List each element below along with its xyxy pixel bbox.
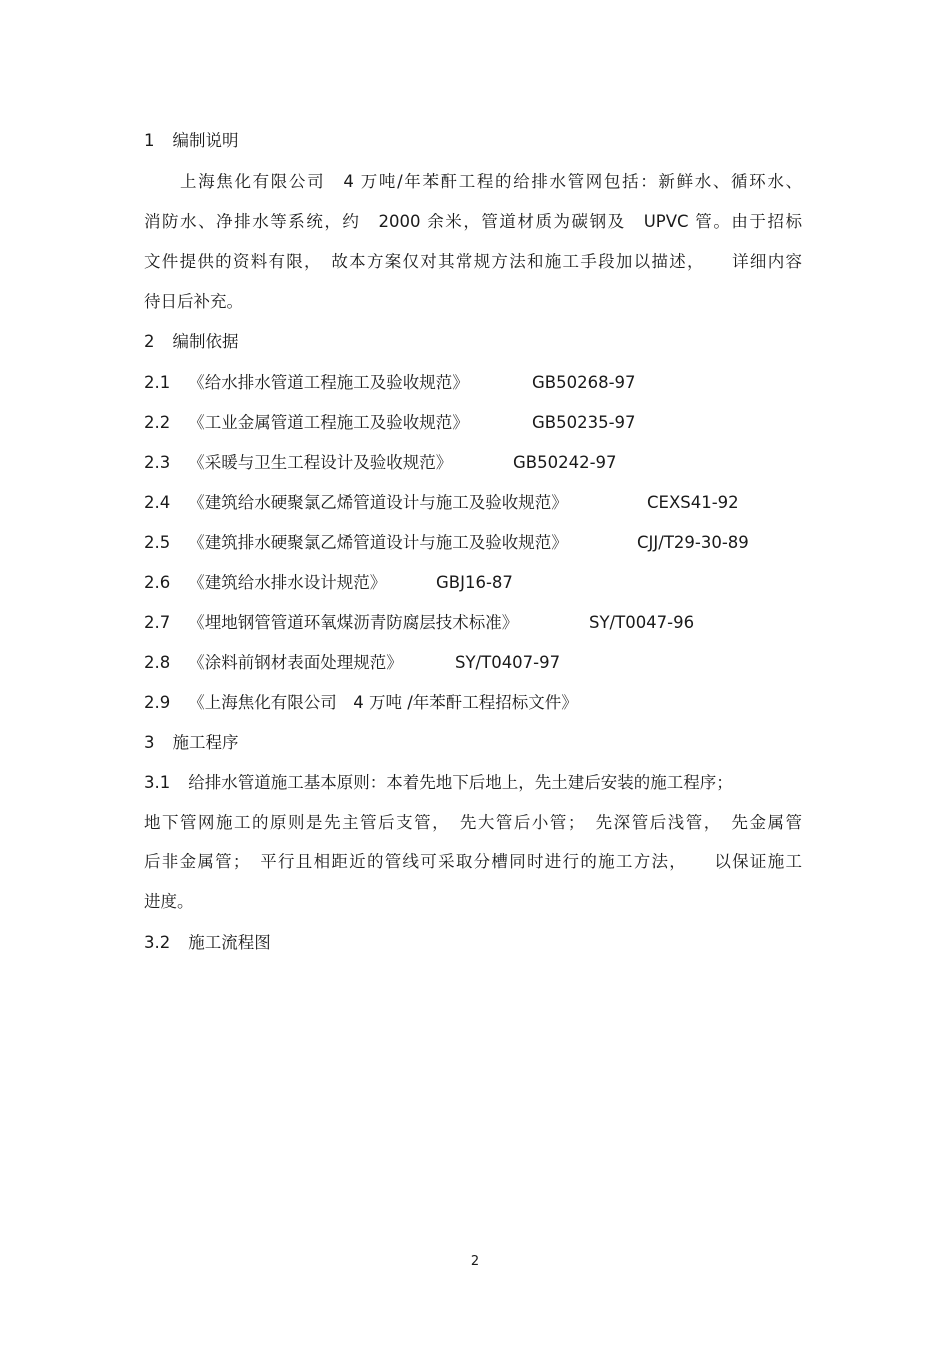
subsection-3-2-heading xyxy=(144,933,804,953)
reference-code: GB50242-97 xyxy=(513,453,617,472)
section-title: 施工程序 xyxy=(172,733,239,752)
reference-code: GB50235-97 xyxy=(532,413,636,432)
page-number: 2 xyxy=(470,1254,480,1269)
subsection-title: 施工流程图 xyxy=(188,933,271,952)
paragraph-line: 后非金属管； 平行且相距近的管线可采取分槽同时进行的施工方法， 以保证施工 xyxy=(144,852,802,871)
reference-number: 2.1 xyxy=(144,373,171,392)
reference-code: CJJ/T29-30-89 xyxy=(637,533,749,552)
paragraph-line: 文件提供的资料有限， 故本方案仅对其常规方法和施工手段加以描述， 详细内容 xyxy=(144,252,802,271)
paragraph-line: 待日后补充。 xyxy=(144,292,243,311)
reference-item xyxy=(144,693,804,713)
reference-title: 《涂料前钢材表面处理规范》 xyxy=(188,653,403,672)
reference-item xyxy=(144,493,804,513)
reference-code: SY/T0407-97 xyxy=(455,653,561,672)
reference-title: 《建筑给水硬聚氯乙烯管道设计与施工及验收规范》 xyxy=(188,493,568,512)
reference-title: 《建筑排水硬聚氯乙烯管道设计与施工及验收规范》 xyxy=(188,533,568,552)
reference-title: 《给水排水管道工程施工及验收规范》 xyxy=(188,373,469,392)
reference-number: 2.6 xyxy=(144,573,171,592)
reference-title: 《埋地钢管管道环氧煤沥青防腐层技术标准》 xyxy=(188,613,519,632)
reference-item xyxy=(144,533,804,553)
subsection-title: 给排水管道施工基本原则：本着先地下后地上，先土建后安装的施工程序； xyxy=(188,773,733,792)
subsection-number: 3.2 xyxy=(144,933,171,952)
paragraph-line: 地下管网施工的原则是先主管后支管， 先大管后小管； 先深管后浅管， 先金属管 xyxy=(144,813,802,832)
section-3-heading xyxy=(144,733,804,753)
reference-title: 《建筑给水排水设计规范》 xyxy=(188,573,387,592)
reference-code: SY/T0047-96 xyxy=(589,613,695,632)
reference-number: 2.5 xyxy=(144,533,171,552)
section-title: 编制依据 xyxy=(172,332,239,351)
reference-number: 2.8 xyxy=(144,653,171,672)
reference-code: GBJ16-87 xyxy=(436,573,513,592)
section-number: 2 xyxy=(144,332,155,351)
subsection-number: 3.1 xyxy=(144,773,171,792)
section-2-heading xyxy=(144,332,804,352)
reference-item xyxy=(144,653,804,673)
paragraph-line: 上海焦化有限公司 4 万吨/年苯酐工程的给排水管网包括：新鲜水、循环水、 xyxy=(180,172,802,191)
reference-number: 2.4 xyxy=(144,493,171,512)
paragraph-line: 消防水、净排水等系统，约 2000 余米，管道材质为碳钢及 UPVC 管。由于招标 xyxy=(144,212,802,231)
section-number: 1 xyxy=(144,131,155,150)
reference-item xyxy=(144,453,804,473)
reference-title: 《上海焦化有限公司 4 万吨 /年苯酐工程招标文件》 xyxy=(188,693,578,712)
section-number: 3 xyxy=(144,733,155,752)
section-title: 编制说明 xyxy=(172,131,239,150)
reference-number: 2.7 xyxy=(144,613,171,632)
reference-title: 《采暖与卫生工程设计及验收规范》 xyxy=(188,453,453,472)
reference-code: GB50268-97 xyxy=(532,373,636,392)
reference-number: 2.9 xyxy=(144,693,171,712)
subsection-3-1-heading xyxy=(144,773,804,793)
section-1-heading xyxy=(144,131,804,151)
reference-item xyxy=(144,373,804,393)
reference-title: 《工业金属管道工程施工及验收规范》 xyxy=(188,413,469,432)
paragraph-line: 进度。 xyxy=(144,892,194,911)
reference-number: 2.3 xyxy=(144,453,171,472)
reference-item xyxy=(144,573,804,593)
reference-number: 2.2 xyxy=(144,413,171,432)
reference-item xyxy=(144,613,804,633)
reference-item xyxy=(144,413,804,433)
reference-code: CEXS41-92 xyxy=(647,493,739,512)
